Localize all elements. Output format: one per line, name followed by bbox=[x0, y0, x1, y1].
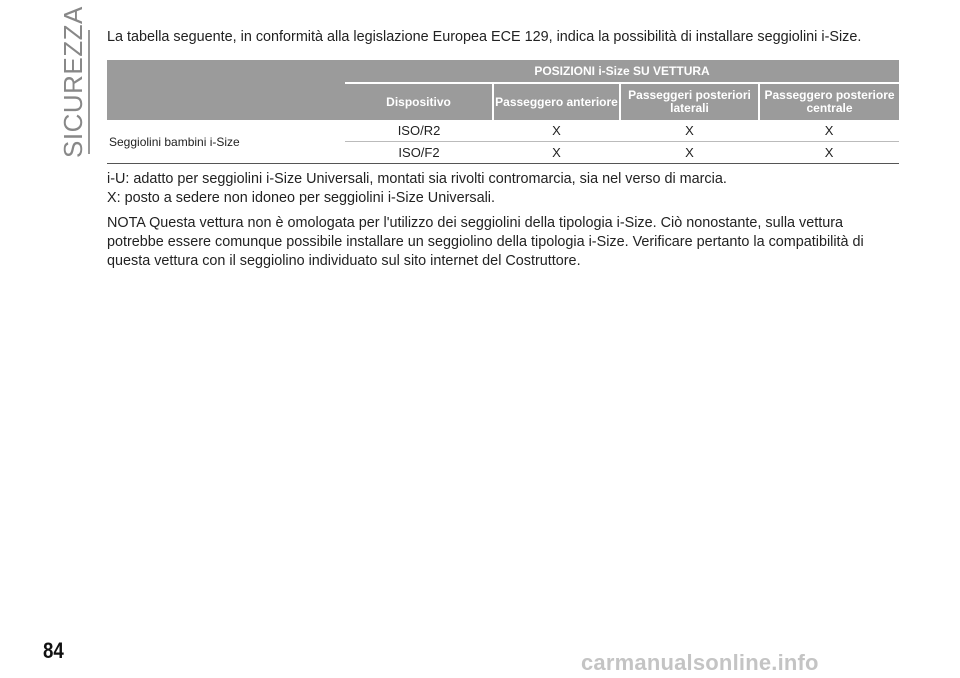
row-label: Seggiolini bambini i-Size bbox=[107, 120, 345, 164]
main-content bbox=[107, 28, 899, 271]
value-cell: X bbox=[759, 120, 899, 142]
device-cell: ISO/R2 bbox=[345, 120, 493, 142]
device-cell: ISO/F2 bbox=[345, 142, 493, 164]
legend-line: i-U: adatto per seggiolini i-Size Universali, montati sia rivolti contromarcia, sia nel verso di marcia. bbox=[107, 171, 727, 187]
table-row bbox=[107, 120, 899, 142]
intro-paragraph: La tabella seguente, in conformità alla legislazione Europea ECE 129, indica la possibilità di installare seggiolini i-Size. bbox=[107, 29, 862, 45]
column-header-rear-side-passengers: Passeggeri posteriori laterali bbox=[620, 83, 759, 120]
table-group-header: POSIZIONI i-Size SU VETTURA bbox=[345, 60, 899, 83]
legend-line: X: posto a sedere non idoneo per seggiolini i-Size Universali. bbox=[107, 190, 495, 206]
page-number: 84 bbox=[43, 638, 64, 663]
isize-table bbox=[107, 60, 899, 164]
value-cell: X bbox=[759, 142, 899, 164]
value-cell: X bbox=[493, 142, 620, 164]
note-paragraph: NOTA Questa vettura non è omologata per l'utilizzo dei seggiolini della tipologia i-Size. Ciò nonostante, sulla vettura potrebbe essere comunque possibile installare un seggiolino della tipologia i-Size. Verificare pertanto la compatibilità di questa vettura con il seggiolino individuato sul sito internet del Costruttore. bbox=[107, 215, 864, 269]
value-cell: X bbox=[620, 120, 759, 142]
section-title-text: SICUREZZA bbox=[58, 6, 88, 158]
column-header-rear-center-passenger: Passeggero posteriore centrale bbox=[759, 83, 899, 120]
section-divider bbox=[88, 30, 90, 154]
watermark: carmanualsonline.info bbox=[581, 650, 819, 675]
value-cell: X bbox=[493, 120, 620, 142]
section-title bbox=[52, 6, 92, 158]
value-cell: X bbox=[620, 142, 759, 164]
table-header-blank bbox=[107, 60, 345, 120]
column-header-device: Dispositivo bbox=[345, 83, 493, 120]
column-header-front-passenger: Passeggero anteriore bbox=[493, 83, 620, 120]
